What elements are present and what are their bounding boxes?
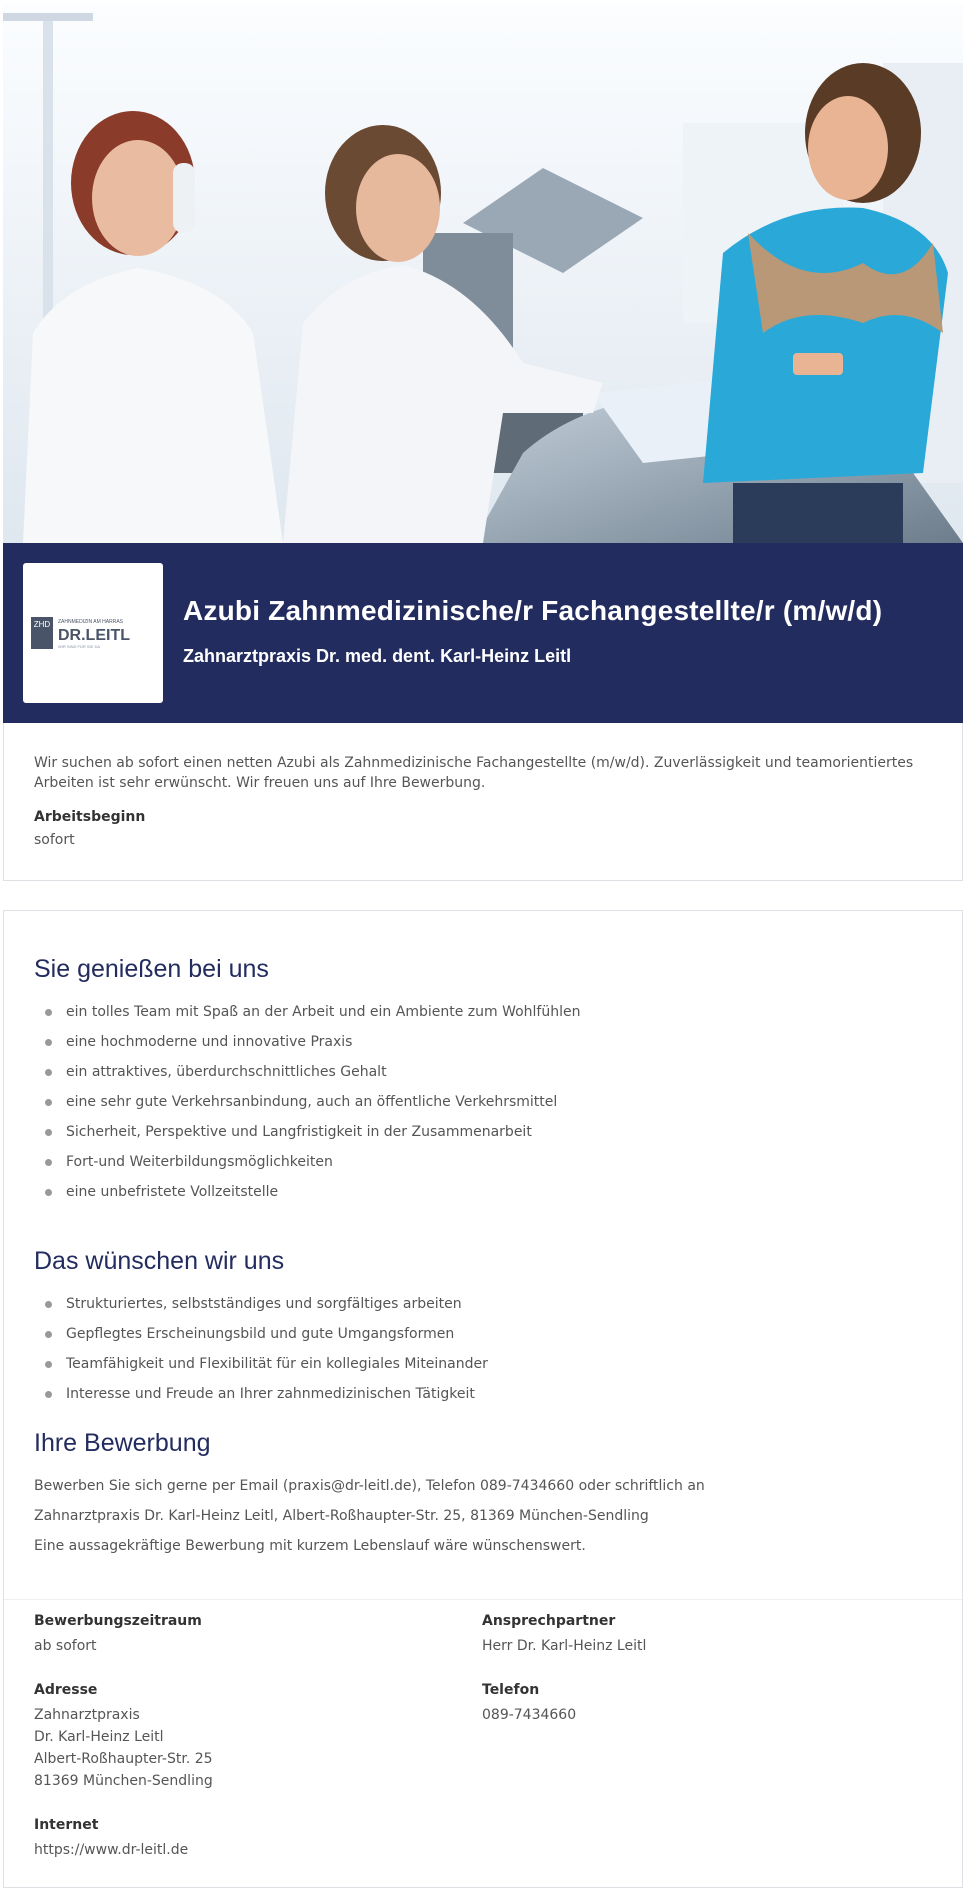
application-heading: Ihre Bewerbung <box>34 1429 211 1457</box>
contact-value: Herr Dr. Karl-Heinz Leitl <box>482 1638 647 1654</box>
application-line: Zahnarztpraxis Dr. Karl-Heinz Leitl, Albert-Roßhaupter-Str. 25, 81369 München-Sendling <box>34 1508 649 1524</box>
internet-label: Internet <box>34 1817 99 1833</box>
logo-tagline-top: ZAHNMEDIZIN AM HARRAS <box>58 619 124 625</box>
requirements-heading: Das wünschen wir uns <box>34 1247 285 1275</box>
internet-link[interactable]: https://www.dr-leitl.de <box>34 1842 189 1858</box>
benefits-heading: Sie genießen bei uns <box>34 955 269 983</box>
address-line: Zahnarztpraxis <box>34 1707 140 1723</box>
address-line: 81369 München-Sendling <box>34 1773 213 1789</box>
company-name: Zahnarztpraxis Dr. med. dent. Karl-Heinz Leitl <box>183 646 572 666</box>
list-item: Sicherheit, Perspektive und Langfristigkeit in der Zusammenarbeit <box>34 1117 580 1147</box>
application-line: Eine aussagekräftige Bewerbung mit kurzem Lebenslauf wäre wünschenswert. <box>34 1538 586 1554</box>
list-item: Gepflegtes Erscheinungsbild und gute Umgangsformen <box>34 1319 488 1349</box>
hero-image <box>3 3 963 543</box>
benefits-list <box>34 997 580 1207</box>
section-divider <box>4 1599 962 1600</box>
list-item: Strukturiertes, selbstständiges und sorgfältiges arbeiten <box>34 1289 488 1319</box>
list-item: Fort-und Weiterbildungsmöglichkeiten <box>34 1147 580 1177</box>
title-band <box>3 543 963 723</box>
application-line: Bewerben Sie sich gerne per Email (praxis@dr-leitl.de), Telefon 089-7434660 oder schriftlich an <box>34 1478 705 1494</box>
logo-brand-text: DR.LEITL <box>58 627 130 644</box>
phone-value[interactable]: 089-7434660 <box>482 1707 577 1723</box>
logo-monogram: ZHD <box>33 620 51 629</box>
list-item: Teamfähigkeit und Flexibilität für ein kollegiales Miteinander <box>34 1349 488 1379</box>
reception-photo-illustration <box>3 3 963 543</box>
start-value: sofort <box>34 832 75 848</box>
list-item: eine hochmoderne und innovative Praxis <box>34 1027 580 1057</box>
intro-text: Wir suchen ab sofort einen netten Azubi als Zahnmedizinische Fachangestellte (m/w/d). Zuverlässigkeit und teamorientiertes Arbeiten ist sehr erwünscht. Wir freuen uns auf Ihre Bewerbung. <box>34 755 914 791</box>
logo-tagline-bottom: WIR SIND FÜR SIE DA <box>58 644 101 649</box>
list-item: eine unbefristete Vollzeitstelle <box>34 1177 580 1207</box>
list-item: ein attraktives, überdurchschnittliches Gehalt <box>34 1057 580 1087</box>
list-item: Interesse und Freude an Ihrer zahnmedizinischen Tätigkeit <box>34 1379 488 1409</box>
contact-label: Ansprechpartner <box>482 1613 616 1629</box>
period-label: Bewerbungszeitraum <box>34 1613 202 1629</box>
address-line: Dr. Karl-Heinz Leitl <box>34 1729 164 1745</box>
job-title: Azubi Zahnmedizinische/r Fachangestellte/r (m/w/d) <box>183 595 883 626</box>
address-label: Adresse <box>34 1682 98 1698</box>
address-line: Albert-Roßhaupter-Str. 25 <box>34 1751 213 1767</box>
list-item: eine sehr gute Verkehrsanbindung, auch an öffentliche Verkehrsmittel <box>34 1087 580 1117</box>
requirements-list <box>34 1289 488 1409</box>
phone-label: Telefon <box>482 1682 540 1698</box>
summary-card <box>3 723 963 881</box>
dr-leitl-logo <box>31 613 155 653</box>
company-logo <box>23 563 163 703</box>
start-label: Arbeitsbeginn <box>34 809 146 825</box>
details-card <box>3 910 963 1888</box>
period-value: ab sofort <box>34 1638 97 1654</box>
list-item: ein tolles Team mit Spaß an der Arbeit und ein Ambiente zum Wohlfühlen <box>34 997 580 1027</box>
